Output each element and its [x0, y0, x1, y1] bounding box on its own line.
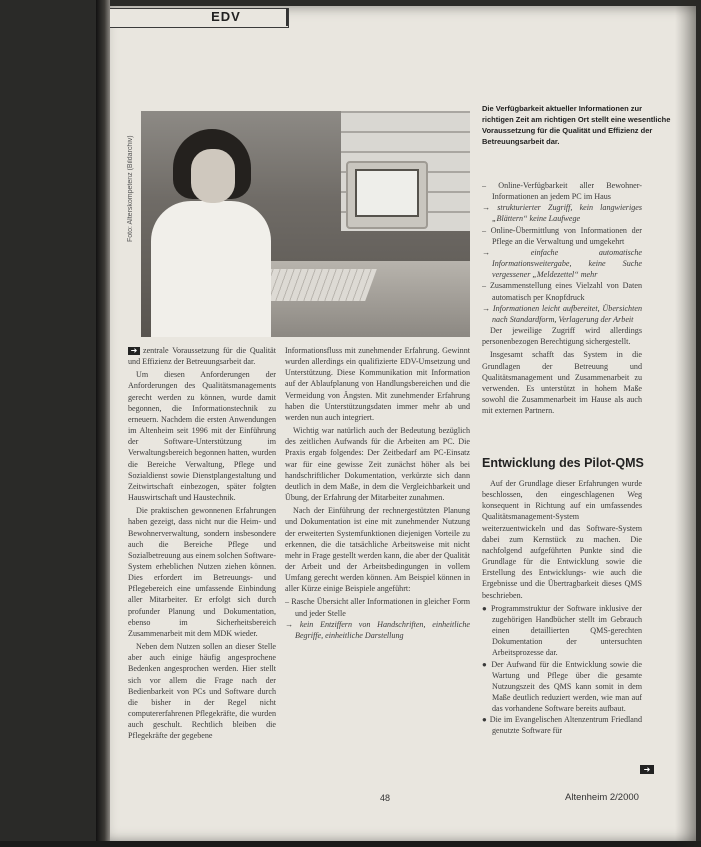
continue-arrow-icon: ➜: [640, 765, 654, 774]
list-item: ● Die im Evangelischen Altenzentrum Friedland genutzte Software für: [482, 715, 642, 736]
section-heading: Entwicklung des Pilot-QMS: [482, 456, 644, 470]
photo-person-body: [151, 201, 271, 337]
paragraph: Der jeweilige Zugriff wird allerdings personenbezogen Berechtigung sichergestellt.: [482, 326, 642, 347]
paragraph-text: zentrale Voraussetzung für die Qualität und Effizienz der Betreuungsarbeit dar.: [128, 346, 276, 367]
paragraph: Wichtig war natürlich auch der Bedeutung bezüglich des zeitlichen Aufwands für die Arbeiten am PC. Die Praxis ergab folgendes: Der Zeitbedarf am PC-Einsatz war für eine gewisse Zeit zunächst höher als bei handschriftlicher Dokumentation, verkürzte sich dann deutlich in dem Maße, in dem die Vergleichbarkeit und Übung, der Erfahrung der Mitarbeiter zunahmen.: [285, 426, 470, 503]
text-column-2: [285, 345, 470, 755]
photo-credit: Foto: Alterskompetenz (Bildarchiv): [127, 135, 134, 242]
list-item: → kein Entziffern von Handschriften, einheitliche Begriffe, einheitliche Darstellung: [285, 619, 470, 640]
text-column-3-top: [482, 180, 642, 470]
section-header-label: EDV: [211, 9, 241, 24]
paragraph: Neben dem Nutzen sollen an dieser Stelle aber auch einige häufig angesprochene Bedenken angesprochen werden. Hier stellt sich vor allem die Frage nach der Bedienbarkeit von PCs und Software durch die bisher in der Regel nicht computererfahrenen Pflegekräfte, die wurden auch geschult. Rechtlich bleiben die Pflegekräfte der gegebene: [128, 642, 276, 741]
text-column-3-bottom: [482, 478, 642, 788]
photo-caption: Die Verfügbarkeit aktueller Informationen zur richtigen Zeit am richtigen Ort stellt eine wesentliche Voraussetzung für die Qualität und Effizienz der Betreuungsarbeit dar.: [482, 104, 671, 146]
continuation-arrow-icon: ➜: [128, 347, 140, 355]
paragraph: Die praktischen gewonnenen Erfahrungen haben gezeigt, dass nicht nur die Heim- und Bewohnerverwaltung, sondern insbesondere auch die Bereiche Pflege und Sozialbetreuung aus einem solchen Software-System erheblichen Nutzen ziehen können. Dies erfordert im Betreuungs- und Pflegebereich eine umfassende Einbindung aller Mitarbeiter. Er erfolgt sich durch profunder Planung und Dokumentation, ebenso im Sicherheitsbereich Zusammenarbeit mit dem MDK wieder.: [128, 506, 276, 638]
page-number: 48: [379, 793, 390, 803]
list-item: → strukturierter Zugriff, kein langwieriges „Blättern“ keine Laufwege: [482, 203, 642, 224]
photo-keyboard: [255, 269, 377, 301]
page-bottom-edge: [0, 841, 701, 847]
list-item: – Zusammenstellung eines Vielzahl von Daten automatisch per Knopfdruck: [482, 281, 642, 302]
article-photo: [141, 111, 470, 337]
paragraph: Informationsfluss mit zunehmender Erfahrung. Gewinnt wurden allerdings ein qualifizierte EDV-Umsetzung und Unterstützung. Diese Kommunikation mit Information auf der Ablaufplanung von Handlungsbereichen und die Vermeidung von Ängsten. Mit zunehmender Erfahrung haben die Unterstützungsdaten immer mehr ab und werden nun auch integriert.: [285, 346, 470, 422]
list-item: – Rasche Übersicht aller Informationen in gleicher Form und jeder Stelle: [285, 597, 470, 618]
list-item: → Informationen leicht aufbereitet, Übersichten nach Standardform, Verlagerung der Arbeit: [482, 303, 642, 324]
list-item: ● Programmstruktur der Software inklusive der zugehörigen Handbücher stellt im Gebrauch einen detaillierten QMS-gerechten Dokumentation der untersuchten Arbeitsprozesse dar.: [482, 603, 642, 658]
list-item: ● Der Aufwand für die Entwicklung sowie die Wartung und Pflege über die gesamte Nutzungszeit des QMS kann somit in dem Maße deutlich reduziert werden, wie man auf das vorhandene Software bereits aufbaut.: [482, 659, 642, 714]
list-item: – Online-Verfügbarkeit aller Bewohner-Informationen an jedem PC im Haus: [482, 181, 642, 202]
section-header-rule: [286, 8, 288, 26]
list-item: → einfache automatische Informationsweitergabe, keine Suche vergessener „Meldezettel“ mehr: [482, 247, 642, 280]
paragraph: Nach der Einführung der rechnergestützten Planung und Dokumentation ist eine mit zunehmender Nutzung der erweiterten Systemfunktionen diejenigen Vorteile zu erkennen, die die tatsächliche Arbeitsweise mit nicht mehr in Frage gestellt werden kann, die aber der Qualität der Arbeit und der Arbeitsbedingungen in vollem Umfang gerecht werden können. Am Beispiel können in aller Kürze einige Beispiele angeführt:: [285, 506, 470, 594]
paragraph: Insgesamt schafft das System in die Grundlagen der Betreuung und Qualitätsmanagement und Zusammenarbeit zu verwenden. Es unterstützt in hohem Maße sowohl die Zusammenarbeit im Hause als auch mit externen Partnern.: [482, 350, 642, 416]
list-item: – Online-Übermittlung von Informationen der Pflege an die Verwaltung und umgekehrt: [482, 225, 642, 246]
paragraph: [128, 345, 276, 367]
magazine-issue: Altenheim 2/2000: [565, 792, 639, 803]
photo-person-face: [191, 149, 235, 203]
book-spine: [96, 0, 110, 847]
text-column-1: [128, 345, 276, 755]
photo-monitor-screen: [355, 169, 419, 217]
paragraph: Um diesen Anforderungen der Anforderungen des Qualitätsmanagements gerecht werden zu können, wurde damit begonnen, die Informationstechnik zu erneuern. Nachdem die ersten Anwendungen im Altenheim seit 1996 mit der Einführung der Software-Unterstützung im Verwaltungsbereich begonnen hatten, wurden die Bereiche Verwaltung, Pflege und Sozialdienst sowie Dienstplangestaltung und Zeitwirtschaft einbezogen, später folgten Hauswirtschaft und Haustechnik.: [128, 370, 276, 503]
paragraph: Auf der Grundlage dieser Erfahrungen wurde beschlossen, den eingeschlagenen Weg konsequent in Richtung auf ein umfassendes Qualitätsmanagement-System weiterzuentwickeln und das Software-System dabei zum Kernstück zu machen. Die nachfolgend aufgeführten Punkte sind die Grundlage für die Entwicklung sowie die Erstellung des Entwicklungs- wie auch die Ergebnisse und die Übertragbarkeit dieses QMS beschrieben.: [482, 479, 642, 600]
page-edge-shadow: [675, 0, 701, 847]
